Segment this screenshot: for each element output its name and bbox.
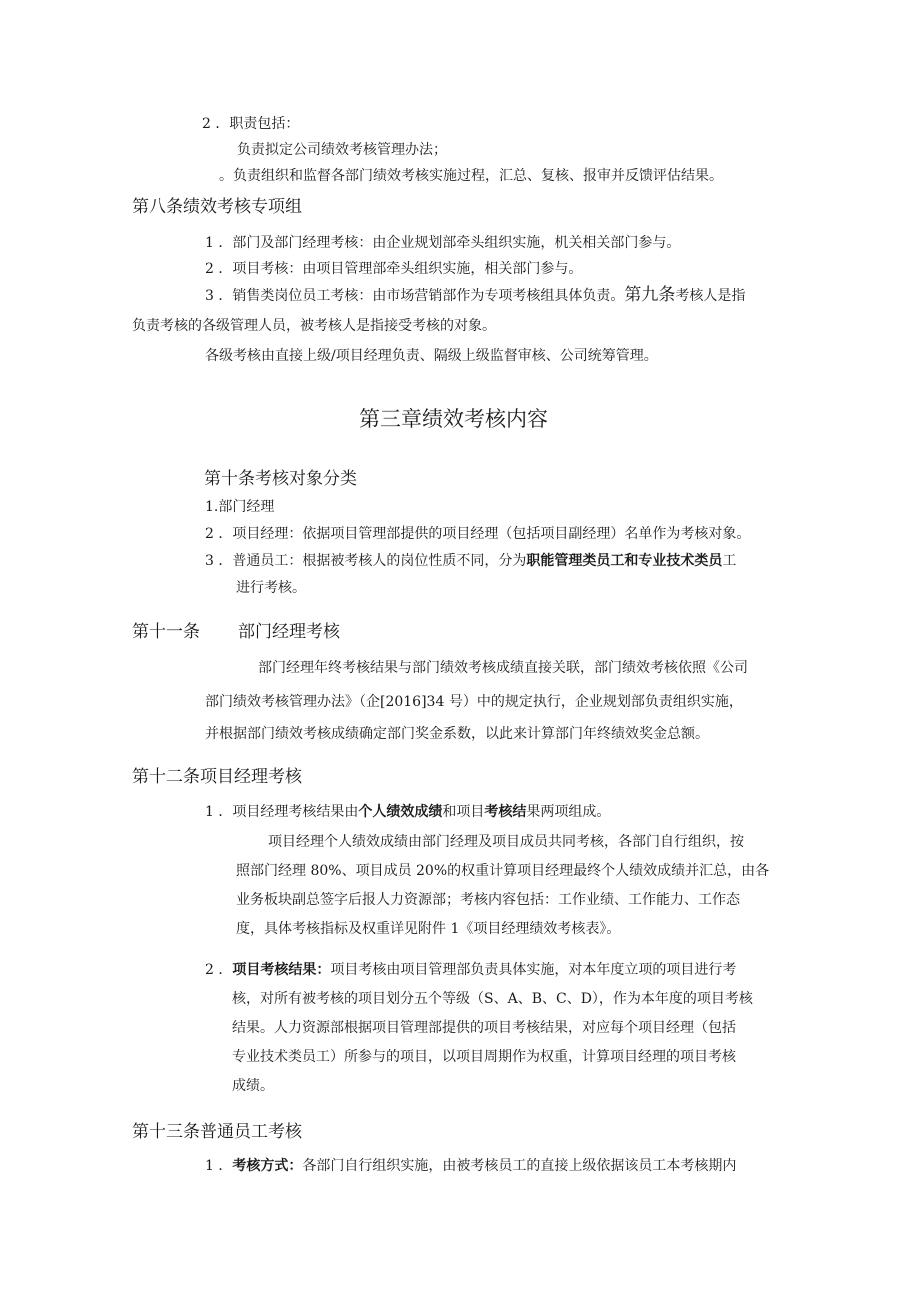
article-10-item-3-end: 工 [722,553,737,569]
article-11-label: 第十一条 [132,622,200,642]
article-12-item-2-line-5: 成绩。 [232,1078,274,1094]
article-13-item-1-text: 各部门自行组织实施，由被考核员工的直接上级依据该员工本考核期内 [302,1158,737,1174]
article-12-item-2 [205,960,736,980]
article-12-item-2-num: 2 ． [205,962,233,978]
article-10-item-3-cont: 进行考核。 [236,580,306,596]
article-12-item-1-a: 1 ．项目经理考核结果由 [205,804,359,820]
article-11-para-3: 并根据部门绩效考核成绩确定部门奖金系数，以此来计算部门年终绩效奖金总额。 [205,726,709,742]
article-12-item-1-c: 和项目 [442,804,485,820]
article-12-item-2-line-3: 结果。人力资源部根据项目管理部提供的项目考核结果，对应每个项目经理（包括 [232,1020,736,1036]
article-10-emphasis: 职能管理类员工和专业技术类员 [526,553,723,569]
article-12-heading: 第十二条项目经理考核 [132,767,302,787]
article-11-heading: 部门经理考核 [238,622,340,642]
article-12-para-4: 度，具体考核指标及权重详见附件 1《项目经理绩效考核表》。 [236,921,621,937]
duty-item-2: 2 ．职责包括： [202,116,300,132]
article-11-para-1: 部门经理年终考核结果与部门绩效考核成绩直接关联，部门绩效考核依照《公司 [258,660,748,676]
article-8-heading: 第八条绩效考核专项组 [132,197,302,217]
article-12-item-2-label: 项目考核结果： [232,962,331,978]
article-13-item-1 [205,1156,736,1176]
article-12-item-2-line-4: 专业技术类员工）所参与的项目，以项目周期作为权重，计算项目经理的项目考核 [232,1049,736,1065]
article-8-item-3 [205,285,745,306]
article-9-line-2: 负责考核的各级管理人员，被考核人是指接受考核的对象。 [132,318,496,334]
article-9-text: 考核人是指 [675,288,746,304]
article-10-item-2: 2 ．项目经理：依据项目管理部提供的项目经理（包括项目副经理）名单作为考核对象。 [205,526,751,542]
duty-line-2: 。负责组织和监督各部门绩效考核实施过程，汇总、复核、报审并反馈评估结果。 [219,168,723,184]
article-12-item-1 [205,802,610,822]
article-8-item-1: 1 ．部门及部门经理考核：由企业规划部牵头组织实施，机关相关部门参与。 [205,235,681,251]
article-11-para-2: 部门绩效考核管理办法》（企[2016]34 号）中的规定执行，企业规划部负责组织实施， [205,694,743,710]
article-12-para-1: 项目经理个人绩效成绩由部门经理及项目成员共同考核，各部门自行组织，按 [268,834,744,850]
article-10-item-3 [205,551,736,571]
duty-line-1: 负责拟定公司绩效考核管理办法； [237,142,447,158]
article-12-para-3: 业务板块副总签字后报人力资源部；考核内容包括：工作业绩、工作能力、工作态 [236,892,740,908]
article-12-emphasis-1: 个人绩效成绩 [358,804,443,820]
article-12-item-2-text: 项目考核由项目管理部负责具体实施，对本年度立项的项目进行考 [330,962,737,978]
chapter-3-title: 第三章绩效考核内容 [359,407,548,431]
article-8-item-3-text: 3 ．销售类岗位员工考核：由市场营销部作为专项考核组具体负责。 [205,288,625,304]
article-13-item-1-label: 考核方式： [232,1158,303,1174]
article-9-label: 第九条 [624,285,676,305]
article-12-item-1-e: 果两项组成。 [526,804,611,820]
article-10-item-1: 1.部门经理 [205,499,275,515]
article-12-emphasis-2: 考核结 [484,804,527,820]
article-13-item-1-num: 1 ． [205,1158,233,1174]
article-12-item-2-line-2: 核，对所有被考核的项目划分五个等级（S、A、B、C、D），作为本年度的项目考核 [232,991,753,1007]
article-12-para-2: 照部门经理 80%、项目成员 20%的权重计算项目经理最终个人绩效成绩并汇总，由各 [236,863,770,879]
article-13-heading: 第十三条普通员工考核 [132,1122,302,1142]
article-10-item-3-text: 3 ．普通员工：根据被考核人的岗位性质不同，分为 [205,553,527,569]
article-10-heading: 第十条考核对象分类 [204,469,357,489]
article-9-line-3: 各级考核由直接上级/项目经理负责、隔级上级监督审核、公司统筹管理。 [205,348,658,364]
article-8-item-2: 2 ．项目考核：由项目管理部牵头组织实施，相关部门参与。 [205,261,583,277]
